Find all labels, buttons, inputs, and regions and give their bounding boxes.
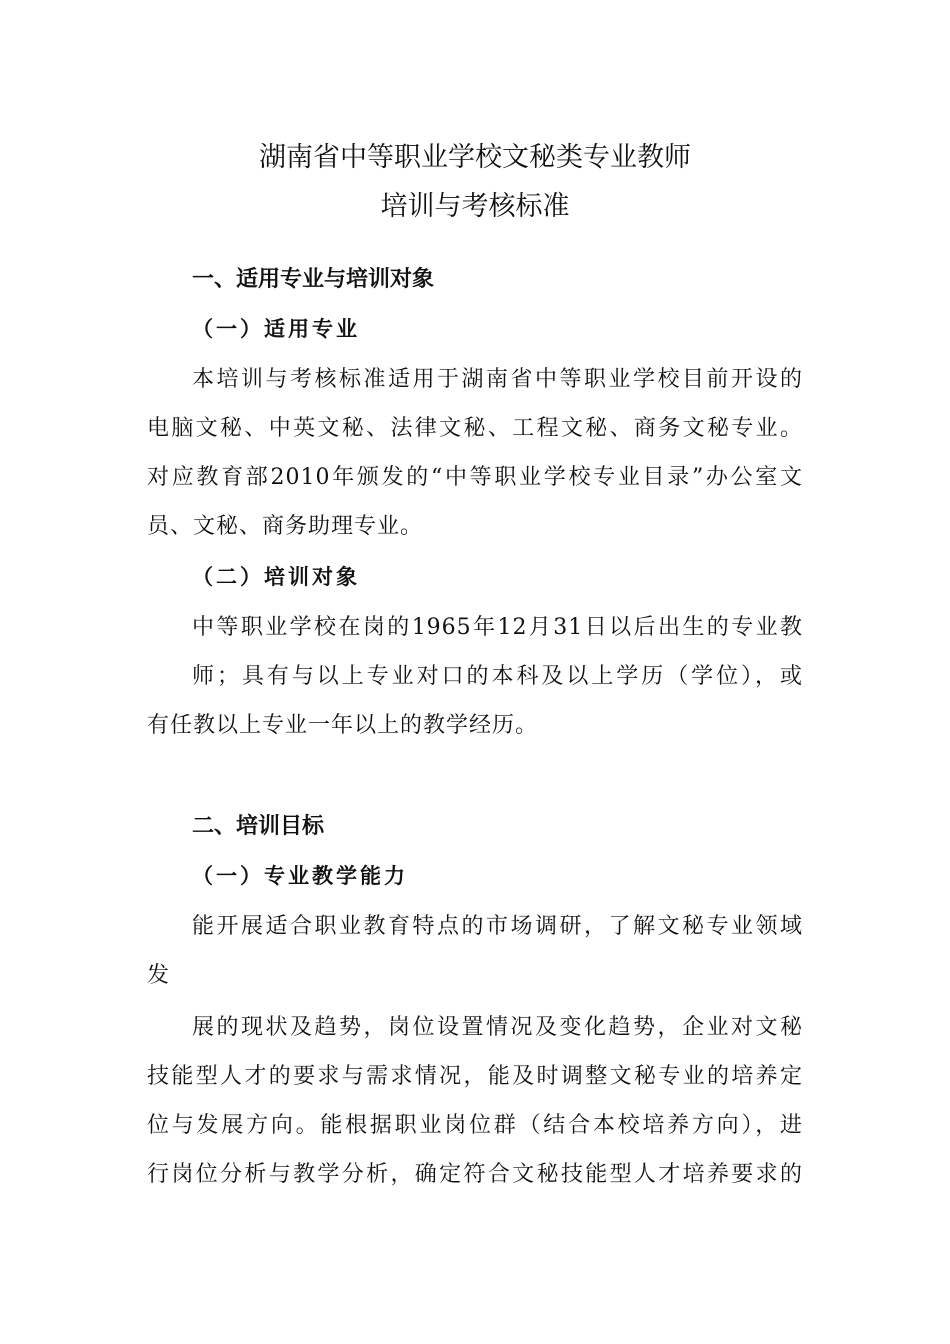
paragraph-line: 技能型人才的要求与需求情况，能及时调整文秘专业的培养定 <box>147 1064 803 1089</box>
paragraph-line: 中等职业学校在岗的1965年12月31日以后出生的专业教 <box>192 615 803 640</box>
paragraph-line: 电脑文秘、中英文秘、法律文秘、工程文秘、商务文秘专业。 <box>147 416 803 441</box>
paragraph-line: 本培训与考核标准适用于湖南省中等职业学校目前开设的 <box>192 367 803 392</box>
document-title-line-2: 培训与考核标准 <box>380 191 570 222</box>
paragraph-line: 员、文秘、商务助理专业。 <box>147 514 424 539</box>
paragraph-line: 师；具有与以上专业对口的本科及以上学历（学位），或 <box>192 664 803 689</box>
paragraph-line: 发 <box>147 963 171 988</box>
paragraph-line: 有任教以上专业一年以上的教学经历。 <box>147 713 539 738</box>
paragraph-line: 位与发展方向。能根据职业岗位群（结合本校培养方向），进 <box>147 1113 803 1138</box>
paragraph-line: 展的现状及趋势，岗位设置情况及变化趋势，企业对文秘 <box>192 1015 803 1040</box>
document-title-line-1: 湖南省中等职业学校文秘类专业教师 <box>259 142 691 173</box>
paragraph-line: 对应教育部2010年颁发的“中等职业学校专业目录”办公室文 <box>147 465 803 490</box>
subsection-heading: （一）适用专业 <box>192 317 360 341</box>
section-heading: 一、适用专业与培训对象 <box>192 267 435 292</box>
paragraph-line: 行岗位分析与教学分析，确定符合文秘技能型人才培养要求的 <box>147 1162 803 1187</box>
section-heading: 二、培训目标 <box>192 814 325 839</box>
subsection-heading: （二）培训对象 <box>192 565 360 589</box>
subsection-heading: （一）专业教学能力 <box>192 864 408 888</box>
paragraph-line: 能开展适合职业教育特点的市场调研，了解文秘专业领域 <box>192 914 803 939</box>
